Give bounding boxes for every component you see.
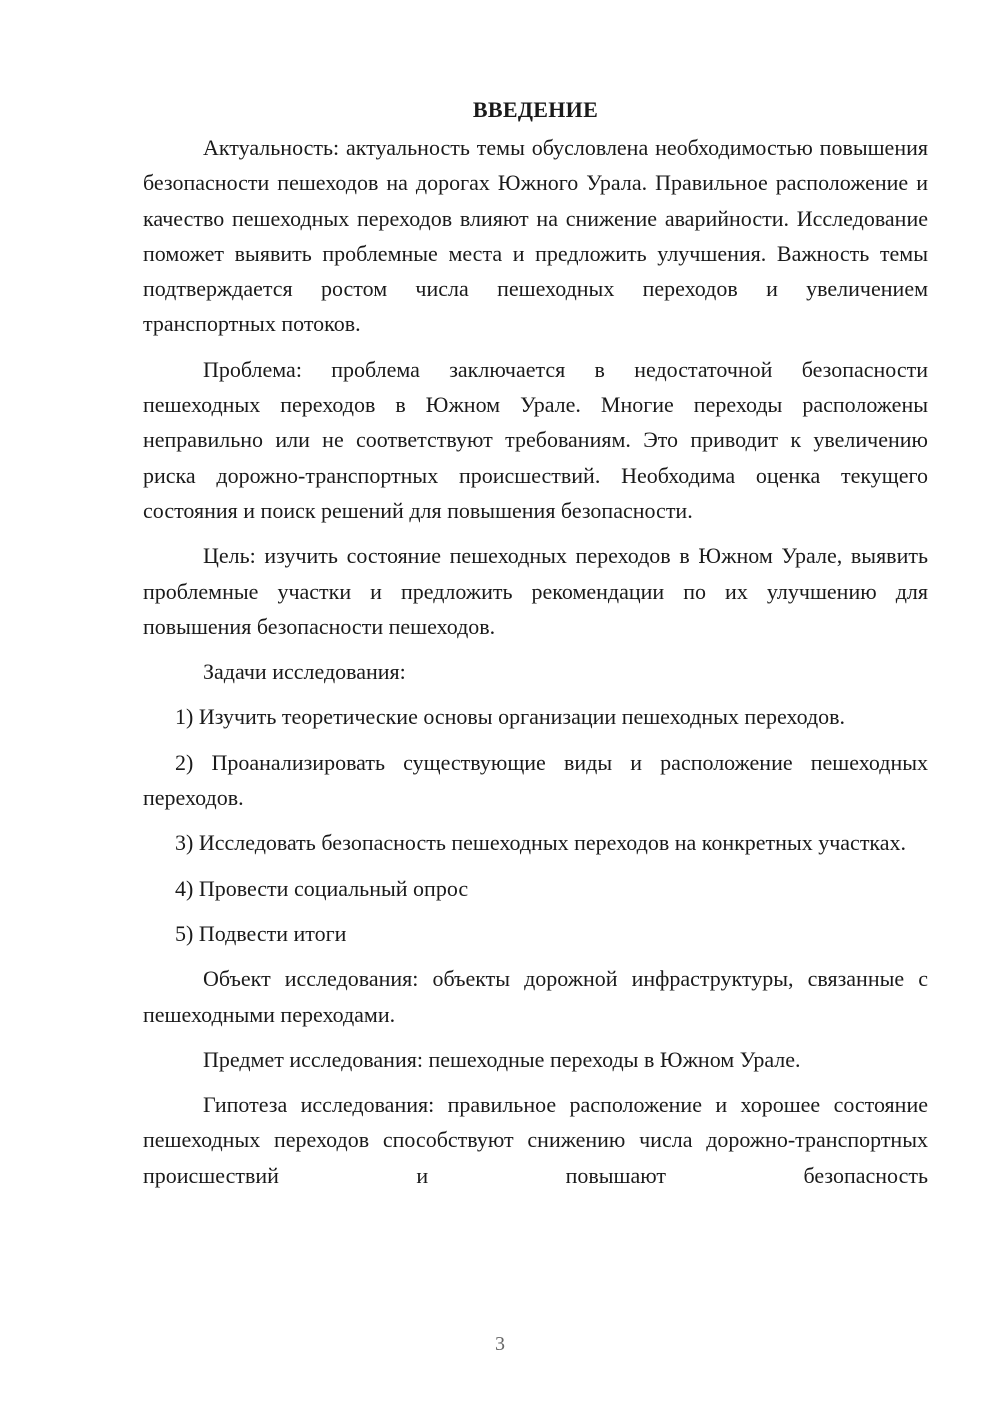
task-item-5: 5) Подвести итоги bbox=[175, 920, 347, 946]
paragraph-relevance: Актуальность: актуальность темы обусловлена необходимостью повышения безопасности пешеходов на дорогах Южного Урала. Правильное расположение и качество пешеходных переходов влияют на снижение аварийности. Исследование поможет выявить проблемные места и предложить улучшения. Важность темы подтверждается ростом числа пешеходных переходов и увеличением транспортных потоков. bbox=[143, 135, 928, 337]
section-title: ВВЕДЕНИЕ bbox=[472, 97, 599, 122]
task-item-1: 1) Изучить теоретические основы организации пешеходных переходов. bbox=[175, 704, 846, 730]
page-number: 3 bbox=[495, 1333, 505, 1355]
paragraph-subject: Предмет исследования: пешеходные переходы в Южном Урале. bbox=[203, 1046, 801, 1072]
paragraph-problem: Проблема: проблема заключается в недостаточной безопасности пешеходных переходов в Южном Урале. Многие переходы расположены неправильно или не соответствуют требованиям. Это приводит к увеличению риска дорожно-транспортных происшествий. Необходима оценка текущего состояния и поиск решений для повышения безопасности. bbox=[143, 356, 928, 523]
task-item-2: 2) Проанализировать существующие виды и расположение пешеходных переходов. bbox=[143, 749, 928, 811]
task-item-4: 4) Провести социальный опрос bbox=[175, 875, 469, 901]
paragraph-goal: Цель: изучить состояние пешеходных переходов в Южном Урале, выявить проблемные участки и предложить рекомендации по их улучшению для повышения безопасности пешеходов. bbox=[143, 543, 928, 639]
paragraph-hypothesis: Гипотеза исследования: правильное расположение и хорошее состояние пешеходных переходов способствуют снижению числа дорожно-транспортных происшествий и повышают безопасность bbox=[143, 1092, 928, 1188]
paragraph-tasks-heading: Задачи исследования: bbox=[203, 659, 406, 685]
document-page bbox=[143, 92, 928, 1193]
paragraph-object: Объект исследования: объекты дорожной инфраструктуры, связанные с пешеходными переходами. bbox=[143, 966, 928, 1027]
task-item-3: 3) Исследовать безопасность пешеходных переходов на конкретных участках. bbox=[175, 830, 907, 856]
